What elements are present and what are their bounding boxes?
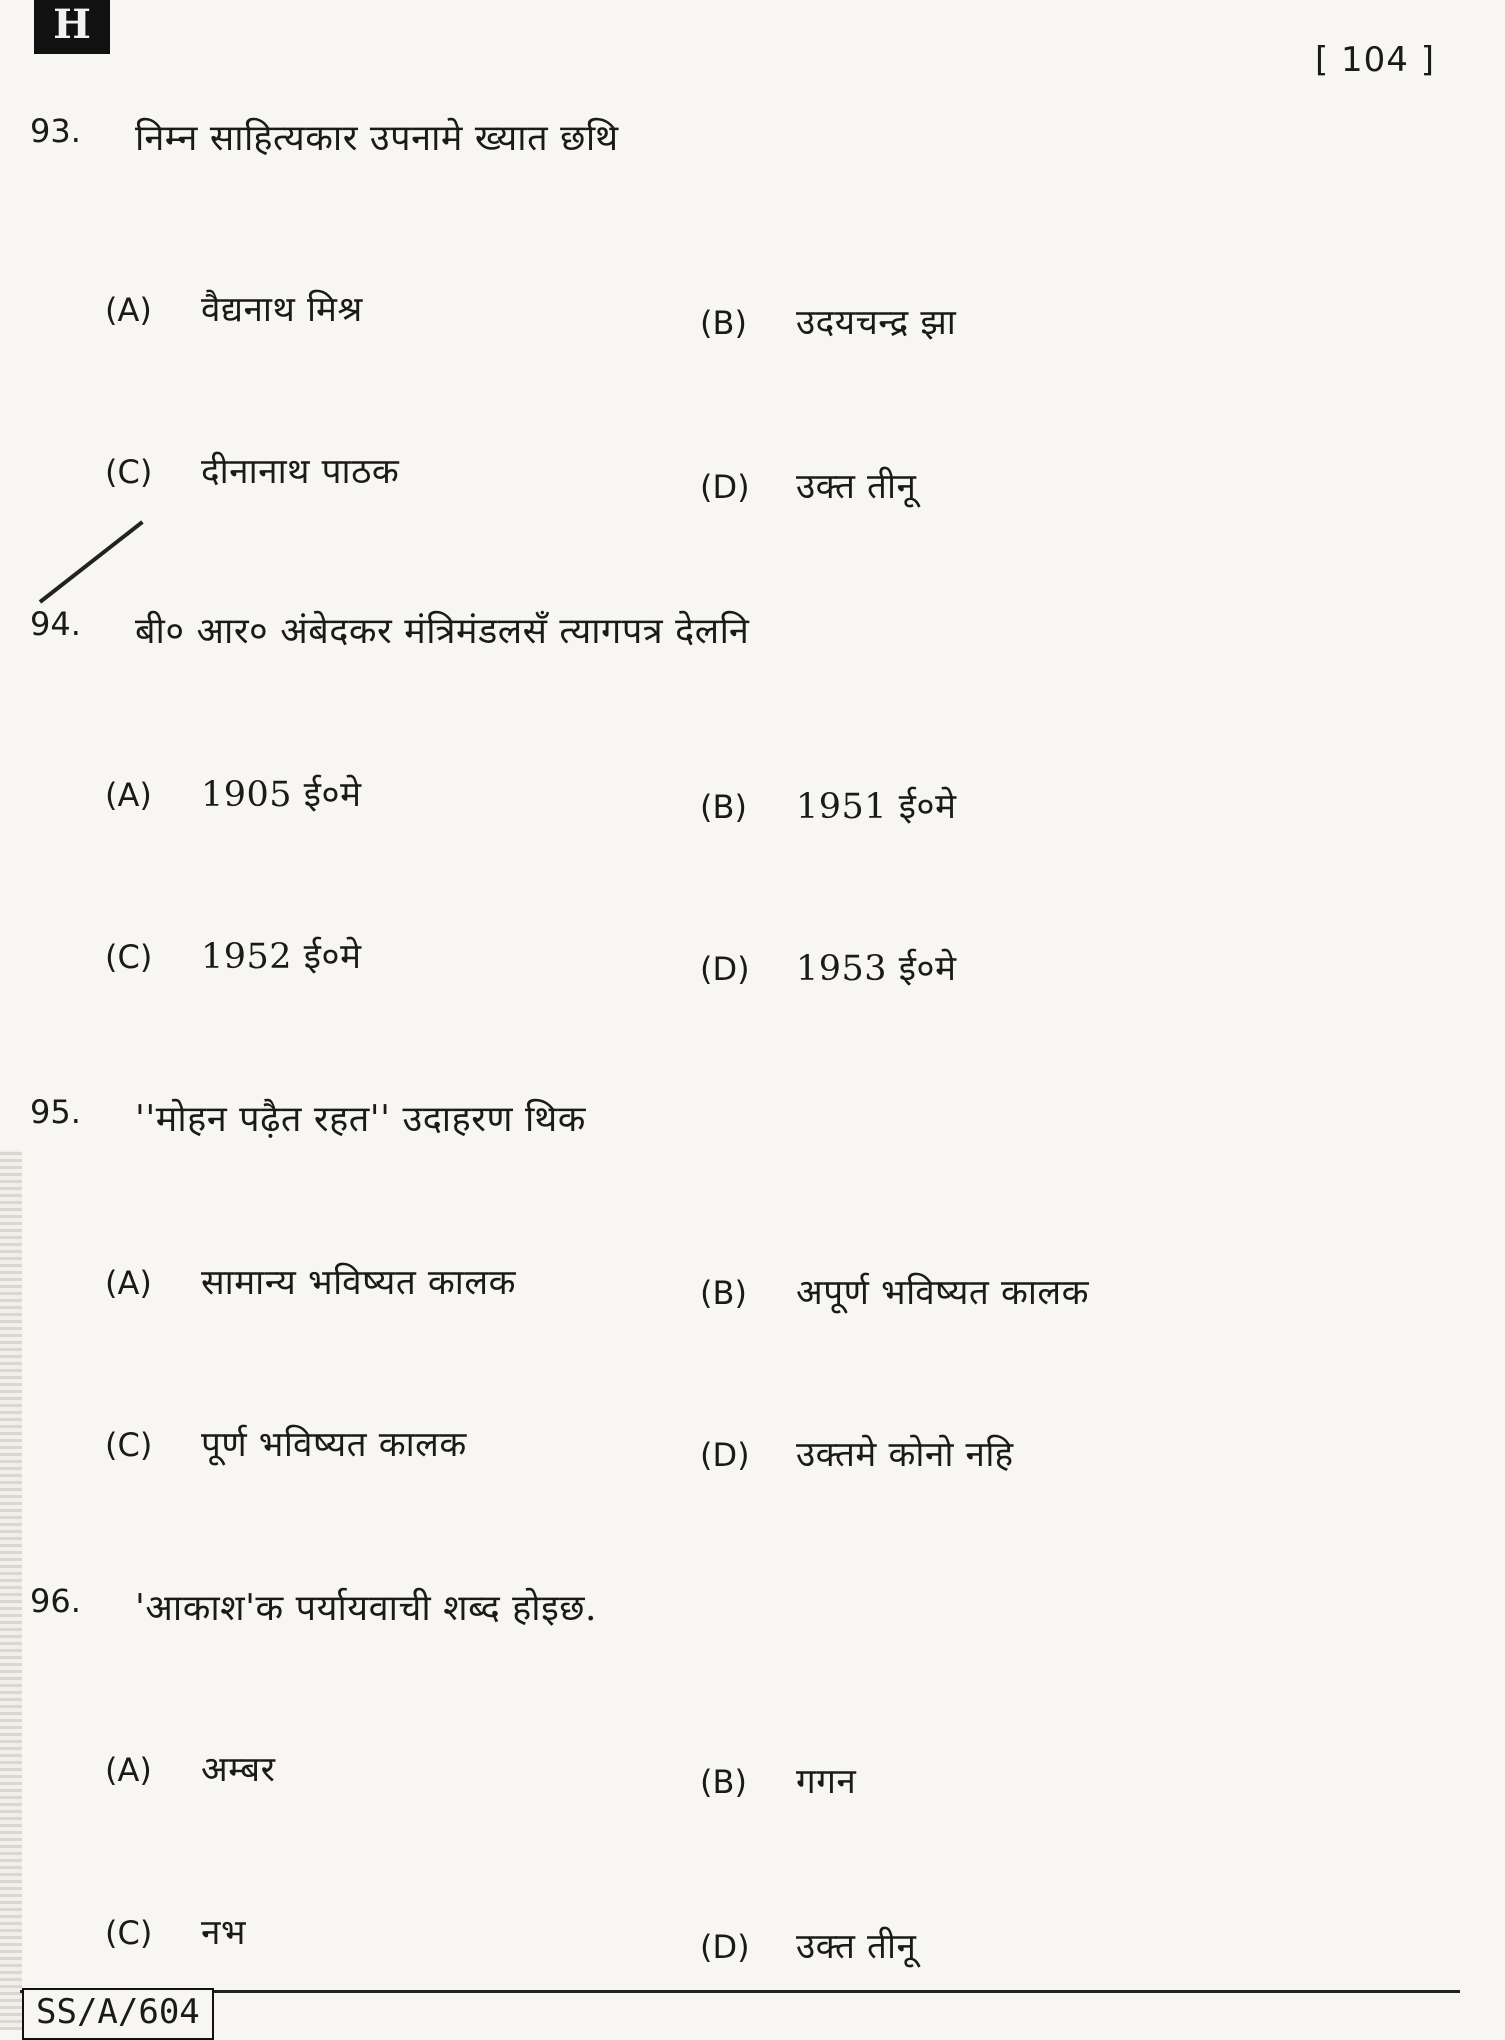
option-text: उदयचन्द्र झा	[796, 303, 957, 343]
option-letter: (A)	[105, 1264, 152, 1302]
option-letter: (B)	[700, 1274, 747, 1312]
option-letter: (C)	[105, 938, 153, 976]
binding-edge	[0, 1150, 22, 2030]
option-text: 1905 ई०मे	[201, 775, 362, 815]
option-d	[700, 462, 916, 509]
question-text: ''मोहन पढ़ैत रहत'' उदाहरण थिक	[135, 1099, 586, 1140]
option-a	[105, 1745, 275, 1792]
option-letter: (A)	[105, 291, 152, 329]
option-a	[105, 1258, 516, 1305]
footer-rule	[20, 1990, 1460, 1993]
pen-tick-mark	[39, 520, 144, 603]
option-b	[700, 1268, 1089, 1315]
option-text: 1951 ई०मे	[796, 787, 957, 827]
option-a	[105, 285, 363, 332]
option-letter: (C)	[105, 1914, 153, 1952]
option-letter: (D)	[700, 950, 750, 988]
question-number: 93.	[30, 112, 81, 150]
page-number: [ 104 ]	[1314, 40, 1435, 80]
option-text: वैद्यनाथ मिश्र	[201, 290, 363, 330]
option-text: उक्त तीनू	[796, 467, 917, 507]
option-letter: (C)	[105, 1426, 153, 1464]
option-text: नभ	[201, 1913, 247, 1953]
option-text: उक्त तीनू	[796, 1927, 917, 1967]
paper-code: SS/A/604	[22, 1988, 214, 2040]
option-c	[105, 1420, 467, 1467]
option-b	[700, 1757, 856, 1804]
option-letter: (A)	[105, 776, 152, 814]
option-c	[105, 447, 399, 494]
option-b	[700, 298, 956, 345]
question-number: 94.	[30, 605, 81, 643]
option-c	[105, 932, 362, 979]
option-text: अपूर्ण भविष्यत कालक	[796, 1273, 1090, 1313]
question-number: 95.	[30, 1093, 81, 1131]
question-text: निम्न साहित्यकार उपनामे ख्यात छथि	[135, 118, 619, 159]
option-c	[105, 1908, 246, 1955]
option-letter: (D)	[700, 1436, 750, 1474]
question-text: बी० आर० अंबेदकर मंत्रिमंडलसँ त्यागपत्र देलनि	[135, 611, 750, 652]
option-text: 1952 ई०मे	[201, 937, 362, 977]
option-letter: (D)	[700, 1928, 750, 1966]
option-d	[700, 944, 957, 991]
question-text: 'आकाश'क पर्यायवाची शब्द होइछ.	[135, 1588, 597, 1629]
option-letter: (C)	[105, 453, 153, 491]
option-text: उक्तमे कोनो नहि	[796, 1435, 1014, 1475]
option-text: गगन	[796, 1762, 857, 1802]
option-letter: (B)	[700, 1763, 747, 1801]
option-text: पूर्ण भविष्यत कालक	[201, 1425, 467, 1465]
option-d	[700, 1922, 916, 1969]
option-letter: (B)	[700, 788, 747, 826]
option-text: सामान्य भविष्यत कालक	[201, 1263, 516, 1303]
option-a	[105, 770, 362, 817]
option-letter: (B)	[700, 304, 747, 342]
question-number: 96.	[30, 1582, 81, 1620]
option-text: अम्बर	[201, 1750, 276, 1790]
option-d	[700, 1430, 1014, 1477]
option-text: 1953 ई०मे	[796, 949, 957, 989]
option-text: दीनानाथ पाठक	[201, 452, 400, 492]
option-letter: (A)	[105, 1751, 152, 1789]
set-code-mark: H	[34, 0, 110, 54]
option-b	[700, 782, 957, 829]
option-letter: (D)	[700, 468, 750, 506]
